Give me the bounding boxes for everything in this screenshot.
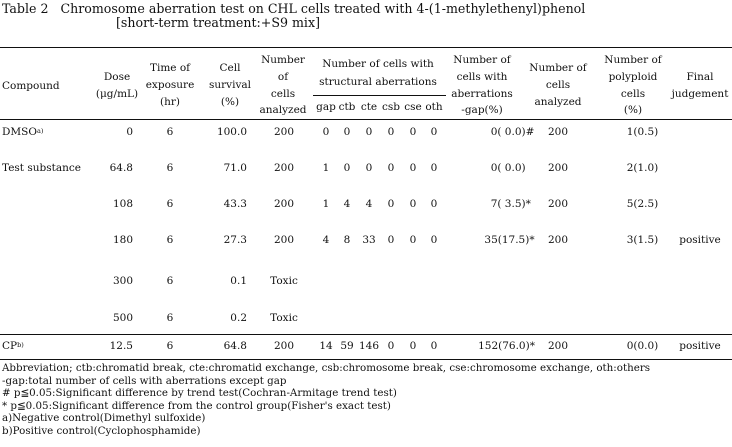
cell-cte <box>366 162 373 176</box>
note-positive-control: b)Positive control(Cyclophosphamide) <box>2 424 201 437</box>
dose-value: 12.5 <box>109 340 133 352</box>
cell-analyzed <box>274 198 294 212</box>
oth-value: 0 <box>430 198 438 210</box>
cell-analyzed <box>270 312 298 326</box>
time-value: 6 <box>166 340 174 352</box>
cell-cse <box>410 126 417 140</box>
compound-value: CP <box>2 340 18 352</box>
analyzed-value: 200 <box>273 162 295 174</box>
cell-dose <box>113 312 133 326</box>
cell-time <box>167 340 174 354</box>
header-rule <box>0 119 732 120</box>
analyzed-value: 200 <box>273 234 295 246</box>
cell-cte <box>366 126 373 140</box>
cell-gap <box>319 340 332 354</box>
note-abbreviation: Abbreviation; ctb:chromatid break, cte:chromatid exchange, csb:chromosome break, cse:chromosome exchange, oth:others <box>2 362 651 374</box>
dose-value: 500 <box>112 312 133 324</box>
bottom-rule <box>0 359 732 360</box>
cell-csb <box>388 340 395 354</box>
note-negative-control: a)Negative control(Dimethyl sulfoxide) <box>2 412 206 425</box>
survival-value: 43.3 <box>223 198 247 210</box>
time-value: 6 <box>166 126 174 138</box>
cells-value: 200 <box>547 340 569 352</box>
header-ctb: ctb <box>338 101 356 113</box>
cell-dose <box>113 234 133 248</box>
header-cte: cte <box>360 101 378 113</box>
cell-ctb <box>340 340 353 354</box>
table-title-line2: [short-term treatment:+S9 mix] <box>116 15 320 30</box>
dose-value: 108 <box>112 198 133 210</box>
time-value: 6 <box>166 198 174 210</box>
header-dose-2: (μg/mL) <box>95 88 139 100</box>
cell-dose <box>110 162 133 176</box>
table-title <box>2 2 585 30</box>
cell-cells <box>548 234 568 248</box>
cell-gap <box>323 234 330 248</box>
cell-csb <box>388 234 395 248</box>
ctb-value: 0 <box>343 126 351 138</box>
header-time-3: (hr) <box>160 96 180 108</box>
cell-csb <box>388 162 395 176</box>
compound-value: Test substance <box>2 162 81 174</box>
cell-gap <box>323 198 330 212</box>
cse-value: 0 <box>409 234 417 246</box>
header-polyploid-1: Number of <box>604 54 662 66</box>
header-time-2: exposure <box>145 79 195 91</box>
cell-time <box>167 162 174 176</box>
cell-aberr <box>491 198 531 212</box>
footnote-marker: a) <box>36 127 44 135</box>
table-title-line1: Chromosome aberration test on CHL cells treated with 4-(1-methylethenyl)phenol <box>60 1 586 16</box>
note-gap-definition: -gap:total number of cells with aberrations except gap <box>2 374 287 387</box>
analyzed-value: Toxic <box>270 275 298 287</box>
poly-value: 5(2.5) <box>626 198 659 210</box>
header-compound: Compound <box>2 80 60 92</box>
cell-compound <box>2 340 24 354</box>
gap-value: 4 <box>322 234 330 246</box>
analyzed-value: 200 <box>273 126 295 138</box>
aberr-value: 152(76.0)* <box>478 340 535 352</box>
cell-cse <box>410 234 417 248</box>
table-notes <box>2 362 650 438</box>
survival-value: 64.8 <box>223 340 247 352</box>
cell-survival <box>217 126 247 140</box>
cell-csb <box>388 198 395 212</box>
ctb-value: 59 <box>340 340 354 352</box>
header-gap: gap <box>316 101 336 113</box>
cell-compound <box>2 126 43 140</box>
poly-value: 0(0.0) <box>626 340 659 352</box>
time-value: 6 <box>166 162 174 174</box>
header-survival-3: (%) <box>220 96 240 108</box>
header-cells-2: cells <box>545 79 571 91</box>
cell-aberr <box>478 340 535 354</box>
cell-survival <box>230 275 247 289</box>
cell-cse <box>410 162 417 176</box>
header-analyzed-2: of <box>277 71 289 83</box>
note-trend-test: # p≦0.05:Significant difference by trend test(Cochran-Armitage trend test) <box>2 387 397 400</box>
dose-value: 180 <box>112 234 133 246</box>
cell-csb <box>388 126 395 140</box>
cell-gap <box>323 162 330 176</box>
cell-cells <box>548 162 568 176</box>
analyzed-value: 200 <box>273 340 295 352</box>
cell-oth <box>431 234 438 248</box>
header-final-2: judgement <box>671 88 729 100</box>
cell-poly <box>627 198 659 212</box>
cell-final <box>679 234 721 248</box>
cell-ctb <box>344 198 351 212</box>
cells-value: 200 <box>547 198 569 210</box>
aberr-value: 0( 0.0)# <box>490 126 535 138</box>
cell-cte <box>366 198 373 212</box>
time-value: 6 <box>166 234 174 246</box>
cell-cte <box>359 340 379 354</box>
header-cse: cse <box>404 101 422 113</box>
cell-survival <box>224 234 247 248</box>
header-analyzed-1: Number <box>261 54 305 66</box>
cell-dose <box>110 340 133 354</box>
ctb-value: 4 <box>343 198 351 210</box>
header-analyzed-3: cells <box>270 88 296 100</box>
cell-analyzed <box>274 234 294 248</box>
cell-aberr <box>491 126 535 140</box>
ctb-value: 8 <box>343 234 351 246</box>
survival-value: 0.2 <box>230 312 247 324</box>
note-fisher-test: * p≦0.05:Significant difference from the control group(Fisher's exact test) <box>2 399 391 412</box>
analyzed-value: Toxic <box>270 312 298 324</box>
header-polyploid-4: (%) <box>623 104 643 116</box>
header-time-1: Time of <box>149 62 191 74</box>
cell-poly <box>627 234 659 248</box>
csb-value: 0 <box>387 340 395 352</box>
header-structural-2: structural aberrations <box>319 76 437 88</box>
aberr-value: 35(17.5)* <box>484 234 535 246</box>
csb-value: 0 <box>387 234 395 246</box>
header-with-aberr-3: aberrations <box>451 88 513 100</box>
cell-dose <box>113 198 133 212</box>
header-dose-1: Dose <box>103 71 131 83</box>
structural-subrule <box>313 95 446 96</box>
table-label: Table 2 <box>2 1 49 16</box>
final-value: positive <box>679 340 721 352</box>
header-with-aberr-2: cells with <box>456 71 508 83</box>
cell-poly <box>627 340 659 354</box>
dose-value: 300 <box>112 275 133 287</box>
time-value: 6 <box>166 312 174 324</box>
gap-value: 1 <box>322 198 330 210</box>
oth-value: 0 <box>430 126 438 138</box>
cell-time <box>167 275 174 289</box>
gap-value: 1 <box>322 162 330 174</box>
poly-value: 3(1.5) <box>626 234 659 246</box>
survival-value: 27.3 <box>223 234 247 246</box>
final-value: positive <box>679 234 721 246</box>
cells-value: 200 <box>547 162 569 174</box>
cell-compound <box>2 162 81 176</box>
cte-value: 4 <box>365 198 373 210</box>
cell-ctb <box>344 162 351 176</box>
cell-ctb <box>344 126 351 140</box>
cell-oth <box>431 340 438 354</box>
compound-value: DMSO <box>2 126 37 138</box>
ctb-value: 0 <box>343 162 351 174</box>
dose-value: 0 <box>126 126 133 138</box>
cell-time <box>167 312 174 326</box>
cell-survival <box>224 340 247 354</box>
header-cells-1: Number of <box>529 62 587 74</box>
cells-value: 200 <box>547 234 569 246</box>
cell-ctb <box>344 234 351 248</box>
survival-value: 71.0 <box>223 162 247 174</box>
survival-value: 100.0 <box>216 126 247 138</box>
cell-cse <box>410 198 417 212</box>
cte-value: 0 <box>365 162 373 174</box>
aberr-value: 7( 3.5)* <box>490 198 531 210</box>
cell-oth <box>431 162 438 176</box>
time-value: 6 <box>166 275 174 287</box>
poly-value: 2(1.0) <box>626 162 659 174</box>
cell-cells <box>548 340 568 354</box>
cell-aberr <box>484 234 534 248</box>
header-with-aberr-4: -gap(%) <box>461 104 503 116</box>
footnote-marker: b) <box>17 341 24 349</box>
oth-value: 0 <box>430 234 438 246</box>
cte-value: 33 <box>362 234 376 246</box>
header-cells-3: analyzed <box>534 96 582 108</box>
header-survival-2: survival <box>208 79 252 91</box>
header-polyploid-3: cells <box>620 88 646 100</box>
cell-oth <box>431 198 438 212</box>
cell-dose <box>113 275 133 289</box>
cell-survival <box>224 198 247 212</box>
cell-analyzed <box>274 340 294 354</box>
cell-poly <box>627 126 659 140</box>
cell-survival <box>224 162 247 176</box>
header-polyploid-2: polyploid <box>608 71 658 83</box>
top-rule <box>0 47 732 48</box>
header-with-aberr-1: Number of <box>453 54 511 66</box>
oth-value: 0 <box>430 340 438 352</box>
header-structural-1: Number of cells with <box>322 58 434 70</box>
cell-survival <box>230 312 247 326</box>
cell-cells <box>548 126 568 140</box>
cell-oth <box>431 126 438 140</box>
cell-cte <box>362 234 375 248</box>
analyzed-value: 200 <box>273 198 295 210</box>
dose-value: 64.8 <box>109 162 133 174</box>
cell-time <box>167 234 174 248</box>
header-oth: oth <box>425 101 443 113</box>
cell-time <box>167 126 174 140</box>
oth-value: 0 <box>430 162 438 174</box>
csb-value: 0 <box>387 162 395 174</box>
aberr-value: 0( 0.0) <box>490 162 526 174</box>
cell-aberr <box>491 162 526 176</box>
cell-analyzed <box>270 275 298 289</box>
poly-value: 1(0.5) <box>626 126 659 138</box>
cell-final <box>679 340 721 354</box>
cse-value: 0 <box>409 340 417 352</box>
cell-time <box>167 198 174 212</box>
cse-value: 0 <box>409 198 417 210</box>
cell-gap <box>323 126 330 140</box>
cell-analyzed <box>274 162 294 176</box>
cell-cells <box>548 198 568 212</box>
cells-value: 200 <box>547 126 569 138</box>
cell-dose <box>126 126 133 140</box>
csb-value: 0 <box>387 198 395 210</box>
cell-analyzed <box>274 126 294 140</box>
control-rule <box>0 334 732 335</box>
csb-value: 0 <box>387 126 395 138</box>
cell-poly <box>627 162 659 176</box>
header-final-1: Final <box>686 71 714 83</box>
cte-value: 146 <box>358 340 380 352</box>
header-survival-1: Cell <box>219 62 241 74</box>
gap-value: 0 <box>322 126 330 138</box>
header-csb: csb <box>382 101 400 113</box>
survival-value: 0.1 <box>230 275 247 287</box>
gap-value: 14 <box>319 340 333 352</box>
cell-cse <box>410 340 417 354</box>
header-analyzed-4: analyzed <box>259 104 307 116</box>
cse-value: 0 <box>409 162 417 174</box>
cte-value: 0 <box>365 126 373 138</box>
cse-value: 0 <box>409 126 417 138</box>
